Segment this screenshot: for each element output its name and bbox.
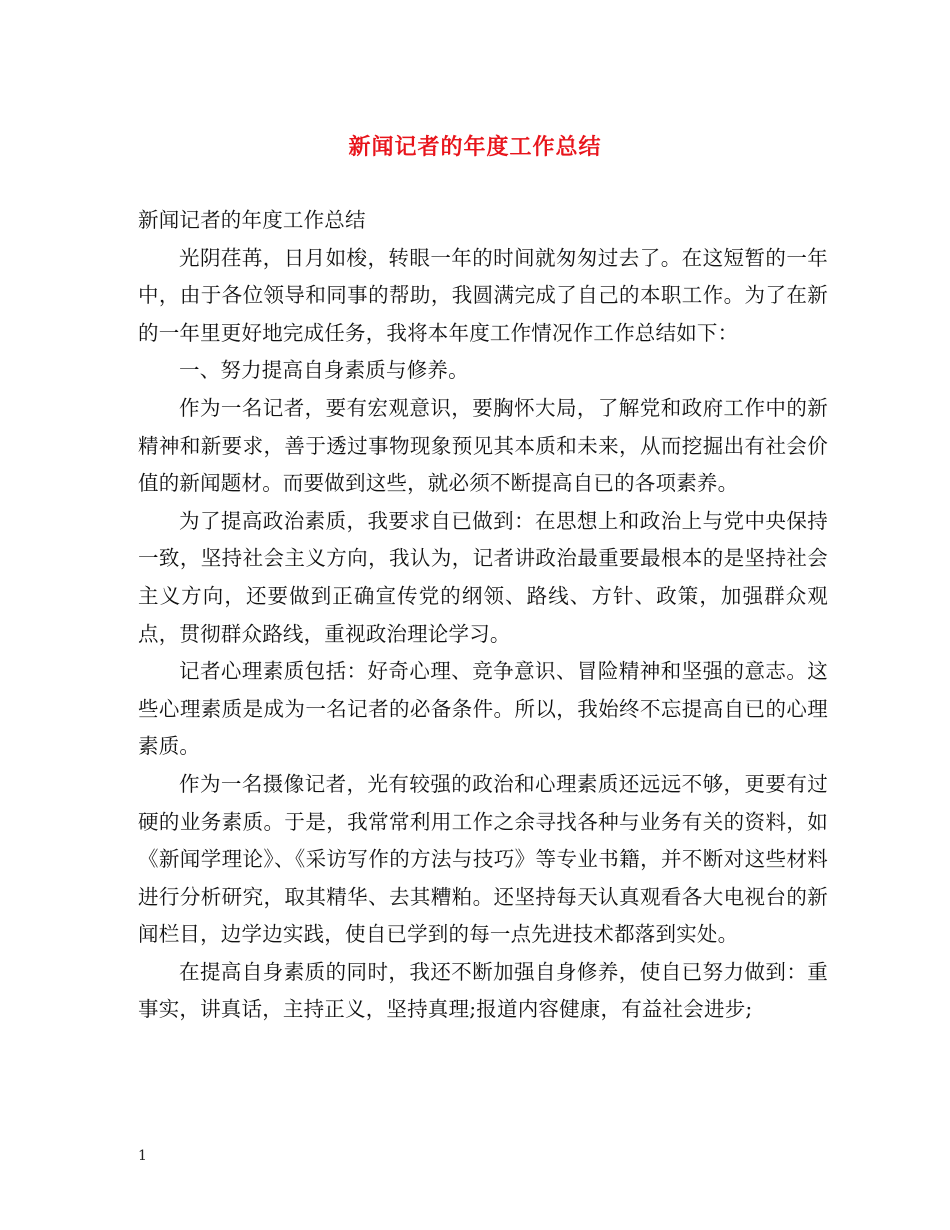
paragraph-macro-awareness: 作为一名记者，要有宏观意识，要胸怀大局，了解党和政府工作中的新精神和新要求，善于透过事物现象预见其本质和未来，从而挖掘出有社会价值的新闻题材。而要做到这些，就必须不断提高自已的各项素养。 xyxy=(138,395,828,496)
document-subtitle: 新闻记者的年度工作总结 xyxy=(138,208,366,232)
paragraph-psychological-quality: 记者心理素质包括：好奇心理、竞争意识、冒险精神和坚强的意志。这些心理素质是成为一名记者的必备条件。所以，我始终不忘提高自已的心理素质。 xyxy=(138,659,828,759)
document-title: 新闻记者的年度工作总结 xyxy=(348,134,602,160)
paragraph-professional-quality: 作为一名摄像记者，光有较强的政治和心理素质还远远不够，更要有过硬的业务素质。于是，我常常利用工作之余寻找各种与业务有关的资料，如《新闻学理论》、《采访写作的方法与技巧》等专业书籍，并不断对这些材料进行分析研究，取其精华、去其糟粕。还坚持每天认真观看各大电视台的新闻栏目，边学边实践，使自已学到的每一点先进技术都落到实处。 xyxy=(138,771,828,947)
paragraph-intro: 光阴荏苒，日月如梭，转眼一年的时间就匆匆过去了。在这短暂的一年中，由于各位领导和同事的帮助，我圆满完成了自己的本职工作。为了在新的一年里更好地完成任务，我将本年度工作情况作工作总结如下： xyxy=(138,245,828,345)
paragraph-political-quality: 为了提高政治素质，我要求自已做到：在思想上和政治上与党中央保持一致，坚持社会主义方向，我认为，记者讲政治最重要最根本的是坚持社会主义方向，还要做到正确宣传党的纲领、路线、方针、政策，加强群众观点，贯彻群众路线，重视政治理论学习。 xyxy=(138,508,828,646)
section-heading-1: 一、努力提高自身素质与修养。 xyxy=(179,358,469,383)
paragraph-self-cultivation: 在提高自身素质的同时，我还不断加强自身修养，使自已努力做到：重事实，讲真话，主持正义，坚持真理;报道内容健康，有益社会进步; xyxy=(138,959,828,1022)
page-number: 1 xyxy=(138,1148,147,1164)
document-body xyxy=(138,202,828,1029)
